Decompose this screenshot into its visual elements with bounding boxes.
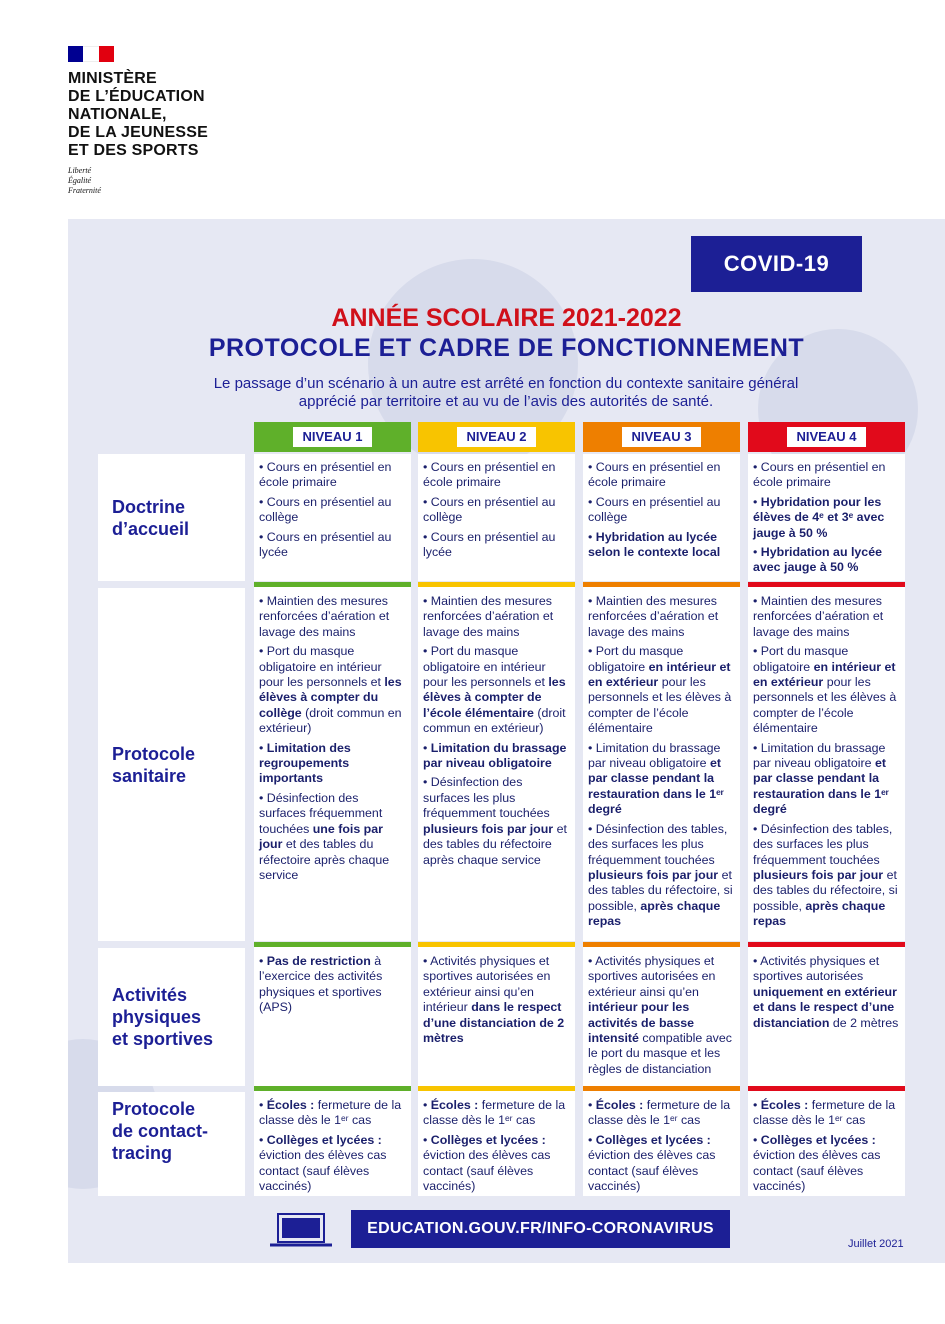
bullet-text: pour les personnels et les élèves à compter de l’école élémentaire <box>753 675 897 736</box>
bullet-item <box>259 1133 407 1195</box>
table-cell <box>254 942 411 1086</box>
bullet-item <box>588 644 736 736</box>
bullet-text: • Limitation du brassage par niveau obligatoire <box>753 740 886 771</box>
bullet-text-bold: plusieurs fois par jour <box>588 867 719 882</box>
bullet-text-bold: plusieurs fois par jour <box>753 867 884 882</box>
bullet-text: fermeture de la classe dès le 1ᵉʳ cas <box>259 1098 402 1128</box>
bullet-item <box>588 460 736 491</box>
bullet-text: et des tables du réfectoire après chaque service <box>423 821 567 867</box>
bullet-text: • Maintien des mesures renforcées d’aération et lavage des mains <box>753 594 884 639</box>
bullet-text-bold: en intérieur et en extérieur <box>753 659 896 690</box>
bullet-text-bold: uniquement en extérieur et dans le respect d’une distanciation <box>753 984 897 1030</box>
bullet-text: • Maintien des mesures renforcées d’aération et lavage des mains <box>588 594 719 639</box>
level-color-bar <box>254 1086 411 1091</box>
bullet-text-bold: dans le respect d’une distanciation de 2 mètres <box>423 1000 565 1046</box>
level-header-1: NIVEAU 1 <box>254 422 411 452</box>
bullet-item <box>588 530 736 561</box>
bullet-item <box>423 460 571 491</box>
table-cell <box>748 942 905 1086</box>
bullet-item <box>588 822 736 930</box>
bullet-item <box>259 1098 407 1129</box>
bullet-item <box>588 1133 736 1195</box>
bullet-item <box>753 822 901 930</box>
level-header-2: NIVEAU 2 <box>418 422 575 452</box>
level-color-bar <box>418 1086 575 1091</box>
bullet-text: • Maintien des mesures renforcées d’aération et lavage des mains <box>423 594 554 639</box>
bullet-text: éviction des élèves cas contact (sauf élèves vaccinés) <box>423 1148 551 1194</box>
bullet-text: • Désinfection des surfaces les plus fréquemment touchées <box>423 775 550 821</box>
table-cell <box>254 1086 411 1196</box>
bullet-text: • Cours en présentiel au collège <box>423 494 556 525</box>
bullet-text: • Activités physiques et sportives autorisées en extérieur ainsi qu’en intérieur <box>423 954 551 1015</box>
bullet-text: • <box>753 1132 761 1147</box>
bullet-item <box>753 495 901 541</box>
row-label-activites: Activités physiques et sportives <box>98 948 245 1086</box>
level-color-bar <box>583 942 740 947</box>
bullet-text: (droit commun en extérieur) <box>423 705 566 736</box>
bullet-text: • <box>753 494 761 509</box>
level-header-3: NIVEAU 3 <box>583 422 740 452</box>
bullet-text-bold: Limitation des regroupements importants <box>259 740 351 786</box>
info-url-link[interactable]: EDUCATION.GOUV.FR/INFO-CORONAVIRUS <box>351 1210 730 1248</box>
table-cell <box>583 454 740 581</box>
bullet-item <box>753 644 901 736</box>
bullet-text-bold: Écoles : <box>266 1098 315 1112</box>
bullet-text: • <box>423 1098 431 1112</box>
bullet-text-bold: les élèves à compter du collège <box>259 675 402 720</box>
bullet-text: • <box>753 545 761 560</box>
bullet-text-bold: Hybridation au lycée avec jauge à 50 % <box>753 545 882 575</box>
page-subtitle-title: PROTOCOLE ET CADRE DE FONCTIONNEMENT <box>208 334 805 362</box>
bullet-item <box>259 495 407 526</box>
bullet-text: • Limitation du brassage par niveau obligatoire <box>588 740 721 771</box>
bullet-text-bold: Collèges et lycées : <box>430 1132 546 1147</box>
level-color-bar <box>748 1086 905 1091</box>
republic-motto: Liberté Égalité Fraternité <box>68 166 101 195</box>
level-color-bar <box>583 1086 740 1091</box>
bullet-text: (droit commun en extérieur) <box>259 705 402 736</box>
bullet-text: pour les personnels et les élèves à compter de l’école élémentaire <box>588 675 732 736</box>
bullet-text: • Cours en présentiel en école primaire <box>259 460 392 490</box>
bullet-text: • Port du masque obligatoire en intérieur pour les personnels et <box>259 644 385 690</box>
bullet-text: et des tables du réfectoire, si possible, <box>588 867 733 913</box>
bullet-item <box>753 460 901 491</box>
bullet-text: • Port du masque obligatoire en intérieur pour les personnels et <box>423 644 549 690</box>
bullet-text-bold: après chaque repas <box>588 898 721 929</box>
bullet-text: fermeture de la classe dès le 1ᵉʳ cas <box>588 1098 731 1128</box>
bullet-text-bold: Hybridation pour les élèves de 4ᵉ et 3ᵉ avec jauge à 50 % <box>753 494 885 540</box>
bullet-text: • Cours en présentiel au lycée <box>423 529 556 560</box>
french-flag-icon <box>68 46 114 62</box>
bullet-text: • Activités physiques et sportives autorisées <box>753 954 880 984</box>
bullet-item <box>588 594 736 640</box>
bullet-item <box>753 1098 901 1129</box>
bullet-item <box>753 545 901 576</box>
bullet-text: • Cours en présentiel au lycée <box>259 529 392 560</box>
level-color-bar <box>418 582 575 587</box>
bullet-text: • Port du masque obligatoire <box>588 644 684 674</box>
row-label-contact-tracing: Protocole de contact- tracing <box>98 1092 245 1196</box>
bullet-text: • <box>753 1098 761 1112</box>
bullet-text: • <box>423 740 431 755</box>
bullet-text: fermeture de la classe dès le 1ᵉʳ cas <box>423 1098 566 1128</box>
table-cell <box>583 942 740 1086</box>
bullet-text: • <box>259 740 267 755</box>
bullet-text: • <box>588 1098 596 1112</box>
level-color-bar <box>418 942 575 947</box>
bullet-text: • Cours en présentiel au collège <box>259 494 392 525</box>
bullet-text: • Maintien des mesures renforcées d’aération et lavage des mains <box>259 594 390 639</box>
bullet-item <box>423 954 571 1046</box>
table-cell <box>748 1086 905 1196</box>
bullet-text: fermeture de la classe dès le 1ᵉʳ cas <box>753 1098 896 1128</box>
bullet-text-bold: Hybridation au lycée selon le contexte local <box>588 529 721 560</box>
bullet-item <box>423 594 571 640</box>
bullet-item <box>588 954 736 1077</box>
bullet-text-bold: les élèves à compter de l’école élémentaire <box>423 675 566 720</box>
bullet-item <box>423 1098 571 1129</box>
bullet-text-bold: Collèges et lycées : <box>266 1132 382 1147</box>
bullet-item <box>423 495 571 526</box>
bullet-text: • Cours en présentiel au collège <box>588 494 721 525</box>
bullet-item <box>423 741 571 772</box>
bullet-item <box>588 495 736 526</box>
bullet-item <box>753 1133 901 1195</box>
bullet-item <box>259 644 407 736</box>
table-cell <box>254 582 411 941</box>
bullet-text-bold: Collèges et lycées : <box>595 1132 711 1147</box>
bullet-item <box>753 594 901 640</box>
bullet-text: • Cours en présentiel en école primaire <box>423 460 556 490</box>
level-color-bar <box>583 582 740 587</box>
bullet-item <box>423 644 571 736</box>
bullet-item <box>259 954 407 1016</box>
page-title: ANNÉE SCOLAIRE 2021-2022 <box>331 304 682 332</box>
table-cell <box>583 1086 740 1196</box>
bullet-text: • Désinfection des tables, des surfaces les plus fréquemment touchées <box>753 821 893 867</box>
level-header-4: NIVEAU 4 <box>748 422 905 452</box>
bullet-text-bold: et par classe pendant la restauration dans le 1ᵉʳ degré <box>588 756 724 817</box>
bullet-text-bold: Écoles : <box>595 1098 644 1112</box>
bullet-text-bold: en intérieur et en extérieur <box>588 659 731 690</box>
bullet-text: éviction des élèves cas contact (sauf élèves vaccinés) <box>753 1148 881 1194</box>
bullet-text-bold: Écoles : <box>760 1098 809 1112</box>
bullet-text: • Désinfection des surfaces fréquemment touchées <box>259 790 383 836</box>
ministry-name: MINISTÈRE DE L’ÉDUCATION NATIONALE, DE LA JEUNESSE ET DES SPORTS <box>68 70 209 159</box>
bullet-text-bold: intérieur pour les activités de basse intensité <box>588 1000 695 1046</box>
bullet-text: • Cours en présentiel en école primaire <box>588 460 721 490</box>
bullet-item <box>423 1133 571 1195</box>
bullet-item <box>259 530 407 561</box>
bullet-text: • <box>423 1132 431 1147</box>
bullet-text-bold: une fois par jour <box>259 821 383 852</box>
bullet-text: • <box>259 954 267 968</box>
bullet-text: • <box>259 1098 267 1112</box>
bullet-text: éviction des élèves cas contact (sauf élèves vaccinés) <box>588 1148 716 1194</box>
row-label-doctrine: Doctrine d’accueil <box>98 454 245 581</box>
bullet-item <box>259 460 407 491</box>
bullet-text: et des tables du réfectoire après chaque service <box>259 837 390 882</box>
bullet-text-bold: plusieurs fois par jour <box>423 821 554 836</box>
table-cell <box>418 942 575 1086</box>
bullet-item <box>588 741 736 818</box>
bullet-text: • <box>259 1132 267 1147</box>
bullet-text: • Cours en présentiel en école primaire <box>753 460 886 490</box>
row-label-protocole-sanitaire: Protocole sanitaire <box>98 588 245 941</box>
bullet-item <box>423 775 571 867</box>
bullet-item <box>259 791 407 883</box>
bullet-item <box>423 530 571 561</box>
bullet-text-bold: Pas de restriction <box>266 954 371 968</box>
table-cell <box>418 1086 575 1196</box>
table-cell <box>748 582 905 941</box>
bullet-text: • <box>588 529 596 544</box>
laptop-icon <box>270 1212 332 1248</box>
bullet-text: • Port du masque obligatoire <box>753 644 849 674</box>
level-color-bar <box>748 582 905 587</box>
bullet-item <box>588 1098 736 1129</box>
bullet-text: et des tables du réfectoire, si possible, <box>753 867 898 913</box>
bullet-text: de 2 mètres <box>829 1015 899 1030</box>
ministry-logo <box>68 46 208 196</box>
bullet-item <box>259 594 407 640</box>
level-color-bar <box>254 582 411 587</box>
bullet-text: • <box>588 1132 596 1147</box>
table-cell <box>254 454 411 581</box>
bullet-text: compatible avec le port du masque et les règles de distanciation <box>588 1031 732 1076</box>
bullet-text: • Désinfection des tables, des surfaces les plus fréquemment touchées <box>588 821 728 867</box>
intro-text: Le passage d’un scénario à un autre est arrêté en fonction du contexte sanitaire général apprécié par territoire et au vu de l’avis des autorités de santé. <box>213 375 799 410</box>
bullet-text: • Activités physiques et sportives autorisées en extérieur ainsi qu’en <box>588 954 716 999</box>
bullet-item <box>753 741 901 818</box>
bullet-text-bold: après chaque repas <box>753 898 886 929</box>
table-cell <box>583 582 740 941</box>
bullet-text: à l’exercice des activités physiques et sportives (APS) <box>259 954 383 1015</box>
covid-badge: COVID-19 <box>691 236 862 292</box>
bullet-text-bold: Limitation du brassage par niveau obligatoire <box>423 740 567 771</box>
level-color-bar <box>254 942 411 947</box>
bullet-text: éviction des élèves cas contact (sauf élèves vaccinés) <box>259 1148 387 1194</box>
publication-date: Juillet 2021 <box>848 1238 904 1250</box>
bullet-item <box>753 954 901 1031</box>
table-cell <box>418 454 575 581</box>
table-cell <box>748 454 905 581</box>
bullet-text-bold: et par classe pendant la restauration dans le 1ᵉʳ degré <box>753 756 889 817</box>
table-cell <box>418 582 575 941</box>
bullet-text-bold: Collèges et lycées : <box>760 1132 876 1147</box>
level-color-bar <box>748 942 905 947</box>
bullet-item <box>259 741 407 787</box>
bullet-text-bold: Écoles : <box>430 1098 479 1112</box>
